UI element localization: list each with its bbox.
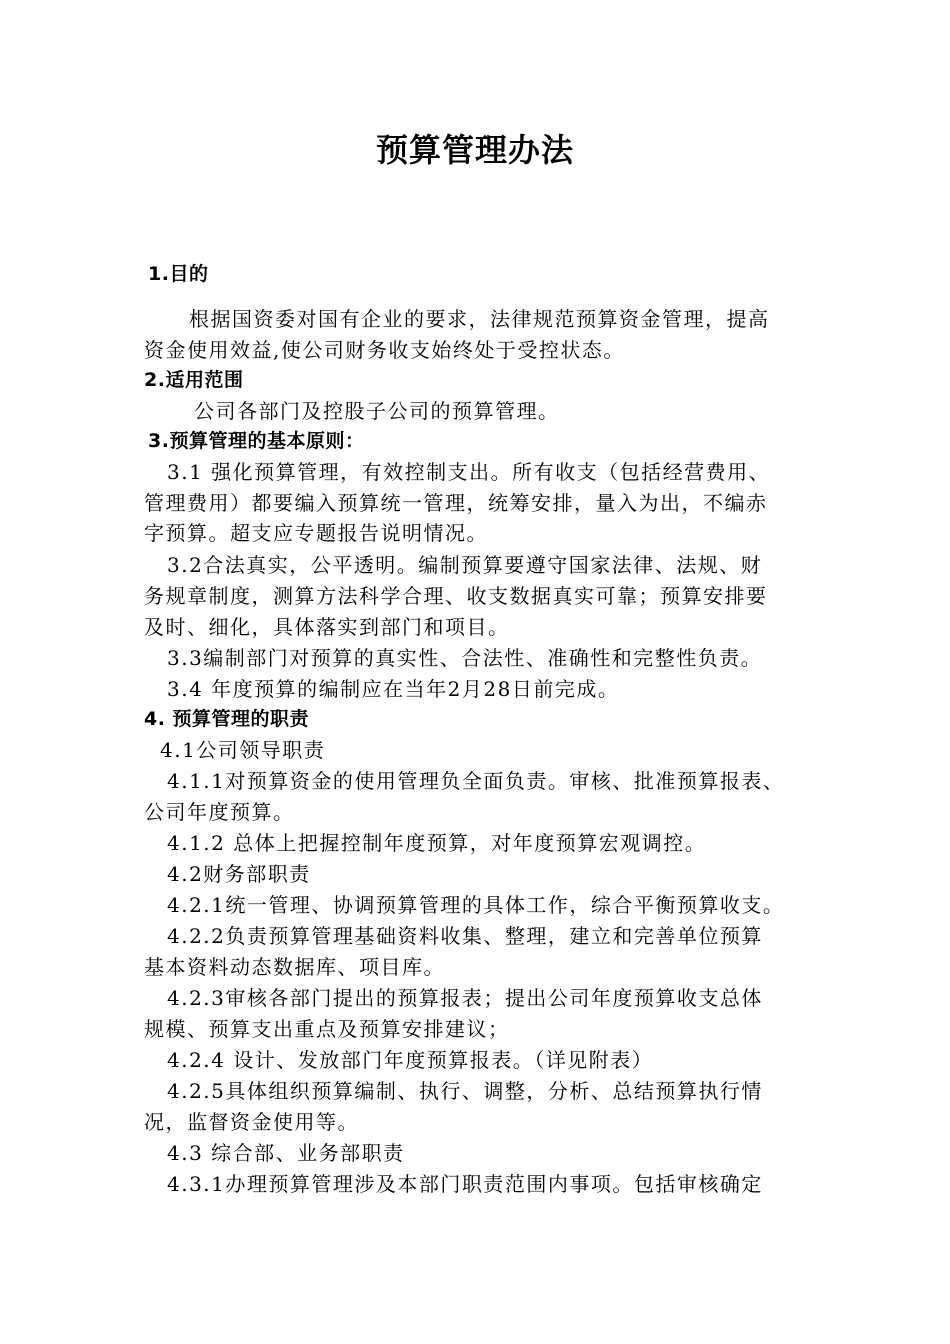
heading-purpose: 1.目的 [148, 263, 209, 285]
paragraph-line: 3.4 年度预算的编制应在当年2月28日前完成。 [167, 677, 620, 701]
paragraph-line: 务规章制度，测算方法科学合理、收支数据真实可靠；预算安排要 [144, 584, 768, 608]
paragraph-line: 基本资料动态数据库、项目库。 [144, 955, 445, 979]
paragraph-line: 根据国资委对国有企业的要求，法律规范预算资金管理，提高 [189, 307, 770, 331]
paragraph-line: 公司年度预算。 [144, 800, 295, 824]
heading-responsibilities: 4. 预算管理的职责 [144, 708, 310, 730]
heading-scope: 2.适用范围 [144, 369, 244, 391]
subheading-line: 4.2财务部职责 [167, 862, 311, 886]
subheading-line: 4.1公司领导职责 [160, 738, 326, 762]
paragraph-line: 4.1.1对预算资金的使用管理负全面负责。审核、批准预算报表、 [167, 769, 785, 793]
paragraph-line: 4.2.1统一管理、协调预算管理的具体工作，综合平衡预算收支。 [167, 893, 785, 917]
paragraph-line: 字预算。超支应专题报告说明情况。 [144, 521, 488, 545]
subheading-line: 4.3 综合部、业务部职责 [167, 1141, 405, 1165]
paragraph-line: 及时、细化，具体落实到部门和项目。 [144, 615, 510, 639]
paragraph-line: 3.1 强化预算管理，有效控制支出。所有收支（包括经营费用、 [167, 460, 771, 484]
paragraph-line: 4.2.2负责预算管理基础资料收集、整理，建立和完善单位预算 [167, 924, 763, 948]
paragraph-line: 规模、预算支出重点及预算安排建议； [144, 1017, 510, 1041]
paragraph-line: 4.3.1办理预算管理涉及本部门职责范围内事项。包括审核确定 [167, 1172, 763, 1196]
document-title: 预算管理办法 [375, 131, 574, 169]
heading-principles: 3.预算管理的基本原则： [148, 430, 365, 452]
paragraph-line: 4.2.3审核各部门提出的预算报表；提出公司年度预算收支总体 [167, 986, 763, 1010]
paragraph-line: 3.3编制部门对预算的真实性、合法性、准确性和完整性负责。 [167, 646, 763, 670]
paragraph-line: 资金使用效益,使公司财务收支始终处于受控状态。 [144, 338, 625, 362]
paragraph-line: 4.2.4 设计、发放部门年度预算报表。（详见附表） [167, 1048, 654, 1072]
paragraph-line: 3.2合法真实，公平透明。编制预算要遵守国家法律、法规、财 [167, 553, 763, 577]
paragraph-line: 公司各部门及控股子公司的预算管理。 [194, 399, 560, 423]
paragraph-line: 4.2.5具体组织预算编制、执行、调整，分析、总结预算执行情 [167, 1079, 763, 1103]
paragraph-line: 况，监督资金使用等。 [144, 1110, 359, 1134]
paragraph-line: 管理费用）都要编入预算统一管理，统筹安排，量入为出，不编赤 [144, 491, 768, 515]
paragraph-line: 4.1.2 总体上把握控制年度预算，对年度预算宏观调控。 [167, 831, 707, 855]
